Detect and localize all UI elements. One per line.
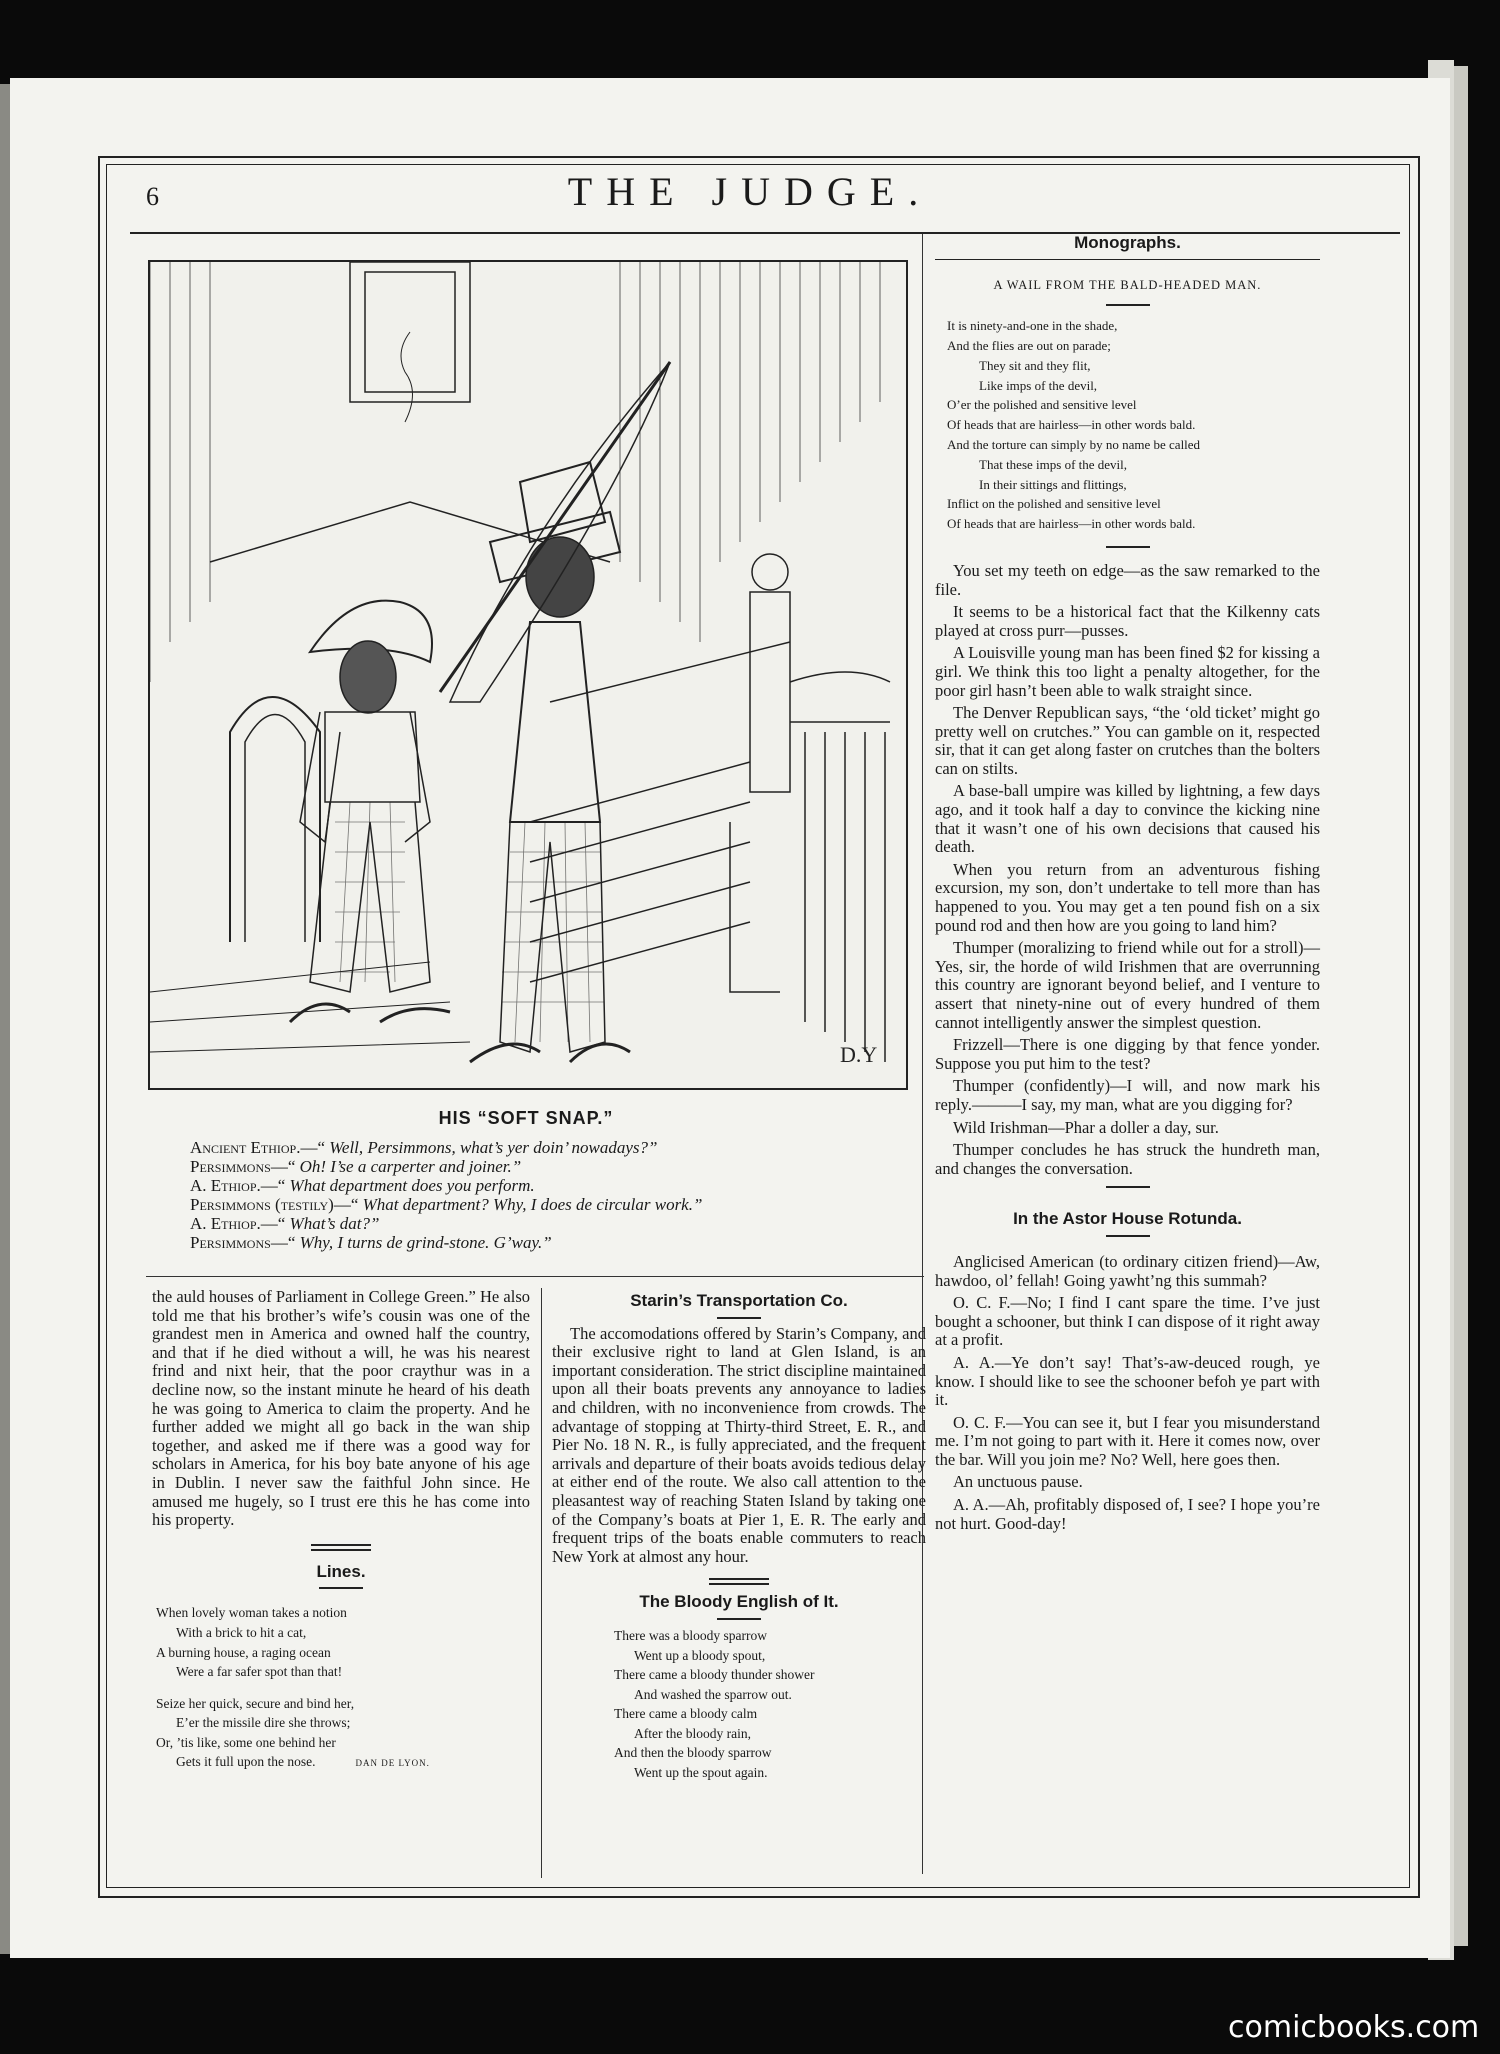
bloody-english-poem [552, 1626, 926, 1783]
poem-line: Or, ’tis like, some one behind her [156, 1734, 336, 1750]
short-rule [1106, 1186, 1150, 1188]
article-paragraph: When you return from an adventurous fishing excursion, my son, don’t undertake to tell more than has happened to you. You may get a ten pound fish on a six pound rod and then how are you going to land him? [935, 859, 1320, 935]
short-rule [1106, 546, 1150, 548]
short-rule [717, 1317, 761, 1319]
poem-line: A burning house, a raging ocean [156, 1644, 331, 1660]
article-paragraph: An unctuous pause. [953, 1472, 1083, 1492]
column-divider-lower [541, 1288, 542, 1878]
poem-line: It is ninety-and-one in the shade, [947, 318, 1118, 334]
monographs-title: Monographs. [1074, 233, 1181, 252]
lines-poem [152, 1603, 530, 1774]
column-right [935, 234, 1320, 1537]
poem-line: There came a bloody thunder shower [614, 1667, 815, 1683]
poem-author: DAN DE LYON. [355, 1758, 430, 1769]
cartoon-drawing [150, 262, 906, 1088]
bloody-english-title: The Bloody English of It. [639, 1592, 839, 1612]
article-paragraph: The accomodations offered by Starin’s Company, and their exclusive right to land at Glen Island, is an important consideration. The strict discipline maintained upon all their boats prevents any annoyance to ladies and children, with no inconvenience from crowds. The advantage of stopping at Thirty-third Street, E. R., and Pier No. 18 N. R., is fully appreciated, and the frequent arrivals and departure of their boats avoids tedious delay at either end of the route. We also call attention to the pleasantest way of reaching Staten Island by taking one of the Company’s boats at Pier 1, E. R. The early and frequent trips of the boats enable commuters to reach New York at almost any hour. [552, 1323, 926, 1566]
poem-line: And washed the sparrow out. [634, 1686, 792, 1702]
double-rule [311, 1544, 371, 1551]
poem-line: And the torture can simply by no name be called [947, 436, 1201, 452]
poem-line: Inflict on the polished and sensitive level [947, 496, 1161, 512]
short-rule [717, 1618, 761, 1620]
site-watermark: comicbooks.com [1228, 2010, 1480, 2045]
section-rule [935, 259, 1320, 260]
starin-title: Starin’s Transportation Co. [630, 1291, 848, 1310]
poem-line: O’er the polished and sensitive level [947, 397, 1137, 413]
article-paragraph: A base-ball umpire was killed by lightning, a few days ago, and it took half a day to convince the kicking nine that it wasn’t one of his own decisions that caused his death. [935, 781, 1320, 857]
poem-line: Were a far safer spot than that! [176, 1664, 343, 1680]
poem-line: There came a bloody calm [614, 1706, 758, 1722]
short-rule [319, 1587, 363, 1589]
poem-line: They sit and they flit, [979, 357, 1091, 373]
artist-signature: D.Y [840, 1042, 878, 1067]
article-paragraph: The Denver Republican says, “the ‘old ticket’ might go pretty well on crutches.” You can gamble on it, respected sir, that it can get along faster on crutches than the bolters can on stilts. [935, 703, 1320, 778]
article-paragraph: You set my teeth on edge—as the saw remarked to the file. [935, 560, 1320, 599]
poem-line: Of heads that are hairless—in other words bald. [947, 516, 1196, 532]
article-paragraph: It seems to be a historical fact that the Kilkenny cats played at cross purr—pusses. [935, 602, 1320, 640]
article-paragraph: Thumper concludes he has struck the hundreth man, and changes the conversation. [935, 1140, 1320, 1178]
poem-line: And the flies are out on parade; [947, 337, 1111, 353]
dialog-line: Persimmons—“ Oh! I’se a carperter and joiner.” [190, 1157, 522, 1176]
poem-line: When lovely woman takes a notion [156, 1605, 347, 1621]
article-paragraph: Anglicised American (to ordinary citizen friend)—Aw, hawdoo, ol’ fellah! Going yawht’ng this summah? [935, 1251, 1320, 1290]
page-right-edge-shadow [1454, 66, 1468, 1946]
article-paragraph: the auld houses of Parliament in College Green.” He also told me that his brother’s wife’s cousin was one of the grandest men in America and owned half the country, and that if he died without a will, he was his nearest frind and nixt heir, that the poor craythur was in a decline now, so the instant minute he heard of his death he was going to America to claim the property. And he further added we might all go back in the wan ship together, and asked me if there was a good way for scholars in America, for his boy bate anyone of his age in Dublin. I never saw the faithful John since. He amused me hugely, so I trust ere this he has come into his property. [152, 1287, 530, 1530]
dialog-line: Ancient Ethiop.—“ Well, Persimmons, what’s yer doin’ nowadays?” [190, 1138, 658, 1157]
dialog-line: Persimmons—“ Why, I turns de grind-stone. G’way.” [190, 1233, 552, 1252]
monographs-subtitle: A WAIL FROM THE BALD-HEADED MAN. [993, 277, 1262, 292]
dialog-line: Persimmons (testily)—“ What department? Why, I does de circular work.” [190, 1195, 703, 1214]
page-number: 6 [146, 182, 159, 211]
article-paragraph: Wild Irishman—Phar a doller a day, sur. [953, 1117, 1219, 1137]
article-paragraph: Frizzell—There is one digging by that fence yonder. Suppose you put him to the test? [935, 1035, 1320, 1073]
article-paragraph: A Louisville young man has been fined $2 for kissing a girl. We think this too light a penalty altogether, for the poor girl hasn’t been able to walk straight since. [935, 643, 1320, 700]
bald-man-poem [935, 316, 1320, 534]
poem-line: With a brick to hit a cat, [176, 1624, 307, 1640]
article-paragraph: O. C. F.—You can see it, but I fear you misunderstand me. I’m not going to part with it. Here it comes now, over the bar. Will you join me? No? Well, here goes then. [935, 1412, 1320, 1469]
article-paragraph: Thumper (confidently)—I will, and now mark his reply.———I say, my man, what are you digging for? [935, 1076, 1320, 1114]
article-paragraph: A. A.—Ye don’t say! That’s-aw-deuced rough, ye know. I should like to see the schooner befoh ye part with it. [935, 1352, 1320, 1410]
poem-line: Gets it full upon the nose. DAN DE LYON. [176, 1754, 430, 1770]
double-rule [709, 1578, 769, 1585]
poem-line: Like imps of the devil, [979, 377, 1098, 393]
poem-line: In their sittings and flittings, [979, 476, 1127, 492]
cartoon-illustration [148, 260, 908, 1090]
dialog-line: A. Ethiop.—“ What department does you perform. [190, 1176, 535, 1195]
article-paragraph: O. C. F.—No; I find I cant spare the time. I’ve just bought a schooner, but think I can dispose of it right away at a profit. [935, 1293, 1320, 1350]
section-divider [146, 1276, 924, 1277]
poem-line: Seize her quick, secure and bind her, [156, 1695, 355, 1711]
masthead-title: THE JUDGE. [567, 169, 933, 214]
column-middle-lower [552, 1288, 926, 1783]
poem-line: And then the bloody sparrow [614, 1745, 772, 1761]
article-paragraph: A. A.—Ah, profitably disposed of, I see? I hope you’re not hurt. Good-day! [935, 1495, 1320, 1533]
cartoon-caption-title: HIS “SOFT SNAP.” [438, 1108, 614, 1128]
short-rule [1106, 304, 1150, 306]
column-left-lower [152, 1288, 530, 1774]
lines-title: Lines. [316, 1561, 366, 1581]
short-rule [1106, 1235, 1150, 1237]
cartoon-dialog [190, 1138, 910, 1252]
poem-line: Went up a bloody spout, [634, 1647, 766, 1663]
astor-title: In the Astor House Rotunda. [1013, 1209, 1242, 1229]
poem-line: That these imps of the devil, [979, 456, 1128, 472]
poem-line: E’er the missile dire she throws; [176, 1715, 351, 1731]
poem-line: Went up the spout again. [634, 1765, 768, 1781]
dialog-line: A. Ethiop.—“ What’s dat?” [190, 1214, 380, 1233]
poem-line: There was a bloody sparrow [614, 1627, 767, 1643]
poem-line: After the bloody rain, [634, 1725, 751, 1741]
article-paragraph: Thumper (moralizing to friend while out for a stroll)—Yes, sir, the horde of wild Irishmen that are overrunning this country are ignorant beyond belief, and I venture to assert that ninety-nine out of every hundred of them cannot intelligently answer the simplest question. [935, 938, 1320, 1032]
poem-line: Of heads that are hairless—in other words bald. [947, 417, 1196, 433]
